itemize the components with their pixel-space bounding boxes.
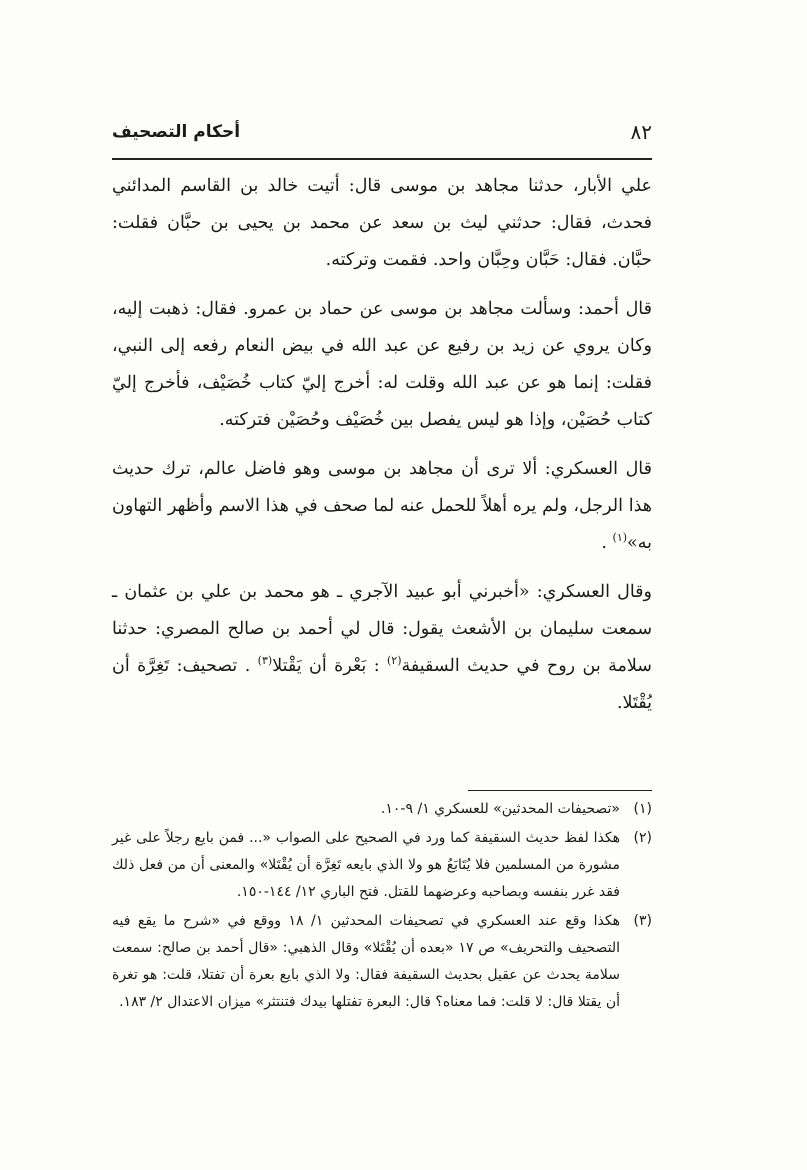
- paragraph: [112, 451, 652, 562]
- footnote-ref: (٣): [257, 654, 273, 668]
- paragraph: علي الأبار، حدثنا مجاهد بن موسى قال: أتيت خالد بن القاسم المدائني فحدث، فقال: حدثني ليث بن سعد عن محمد بن يحيى بن حبَّان فقلت: حبَّان. فقال: حَبَّان وحِبَّان واحد. فقمت وتركته.: [112, 176, 652, 270]
- footnote-divider: [468, 790, 652, 791]
- paragraph-text: قال العسكري: ألا ترى أن مجاهد بن موسى وهو فاضل عالم، ترك حديث هذا الرجل، ولم يره أهلاً للحمل عنه لما صحف في هذا الاسم وأظهر التهاون به»: [112, 459, 652, 553]
- paragraph-text: : بَعْرة أن يَقْتلا: [272, 656, 380, 676]
- paragraph: قال أحمد: وسألت مجاهد بن موسى عن حماد بن عمرو. فقال: ذهبت إليه، وكان يروي عن زيد بن رفيع عن عبد الله في بيض النعام رفعه إلى النبي، فقلت: إنما هو عن عبد الله وقلت له: أخرج إليّ كتاب خُصَيْف، فأخرج إليّ كتاب حُصَيْن، وإذا هو ليس يفصل بين خُصَيْف وحُصَيْن فتركته.: [112, 299, 652, 430]
- footnotes: [112, 796, 652, 1018]
- running-title: أحكام التصحيف: [112, 122, 241, 142]
- footnote-ref: (١): [612, 531, 628, 545]
- footnote: [112, 908, 652, 1016]
- main-text: [112, 168, 652, 722]
- footnote-text: هكذا لفظ حديث السقيفة كما ورد في الصحيح على الصواب «... فمن بايع رجلاً على غير مشورة من المسلمين فلا يُتَابَعُ هو ولا الذي بايعه تَغِرَّة أن يُقْتَلا» والمعنى أن من فعل ذلك فقد غرر بنفسه وبصاحبه وعرضهما للقتل. فتح الباري ١٢/ ١٤٤-١٥٠.: [112, 830, 620, 900]
- footnote-number: (٣): [633, 913, 652, 929]
- footnote: [112, 796, 652, 823]
- paragraph-end: .: [601, 533, 613, 553]
- footnote-text: «تصحيفات المحدثين» للعسكري ١/ ٩-١٠.: [380, 801, 620, 817]
- footnote-ref: (٢): [387, 654, 402, 668]
- header-divider: [112, 158, 652, 160]
- paragraph-text: . تصحيف: تَغِرَّة أن يُقْتَلا.: [112, 656, 652, 713]
- footnote-number: (١): [633, 801, 652, 817]
- footnote: [112, 825, 652, 906]
- footnote-text: هكذا وقع عند العسكري في تصحيفات المحدثين ١/ ١٨ ووقع في «شرح ما يقع فيه التصحيف والتحريف» ص ١٧ «بعده أن يُقْتَلا» وقال الذهبي: «قال أحمد بن صالح: سمعت سلامة يحدث عن عقيل بحديث السقيفة فقال: ولا الذي بايع بعرة أن تفتلا، قلت: هو تغرة أن يقتلا قال: لا قلت: فما معناه؟ قال: البعرة تفتلها بيدك فتنتثر» ميزان الاعتدال ٢/ ١٨٣.: [112, 913, 621, 1010]
- paragraph: [112, 574, 652, 722]
- page-number: ٨٢: [630, 120, 652, 144]
- footnote-number: (٢): [633, 830, 652, 846]
- page-header: [112, 120, 652, 154]
- paragraph-text: وقال العسكري: «أخبرني أبو عبيد الآجري ـ هو محمد بن علي بن عثمان ـ سمعت سليمان بن الأشعث يقول: قال لي أحمد بن صالح المصري: حدثنا سلامة بن روح في حديث السقيفة: [112, 582, 652, 676]
